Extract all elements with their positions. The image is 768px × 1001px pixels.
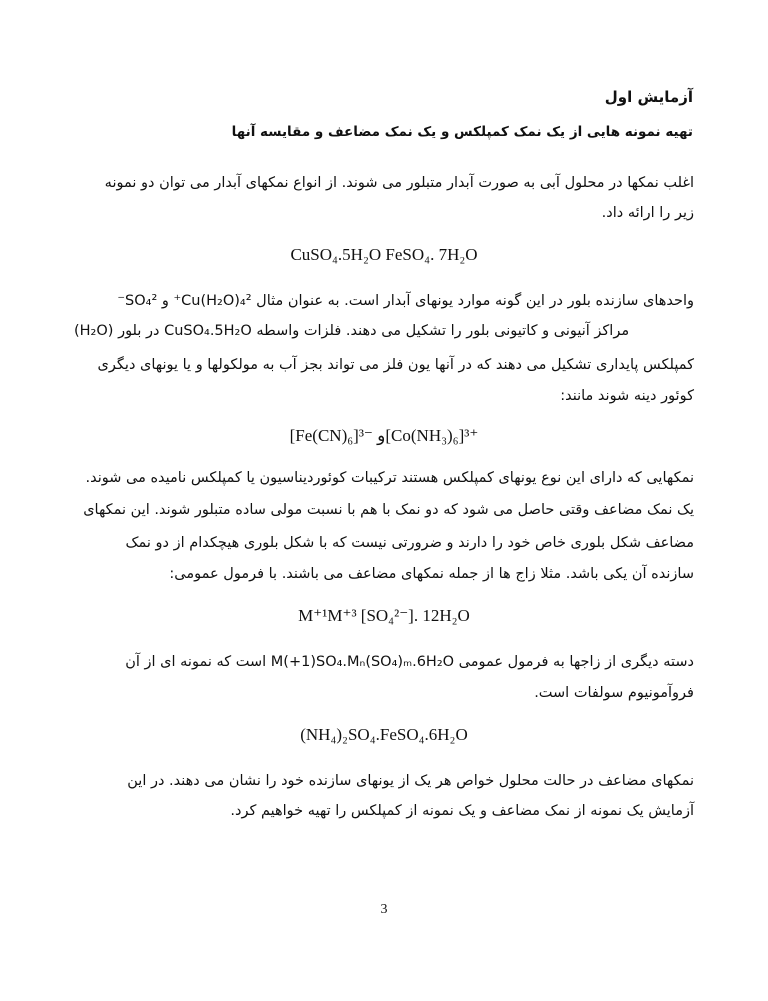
page-number: 3: [380, 902, 388, 917]
paragraph-line: کمپلکس پایداری تشکیل می دهند که در آنها یون فلز می تواند بجز آب به مولکولها و یا یونهای دیگری: [97, 357, 694, 373]
paragraph-line: آزمایش یک نمونه از نمک مضاعف و یک نمونه از کمپلکس را تهیه خواهیم کرد.: [230, 803, 694, 819]
paragraph-line: فروآمونیوم سولفات است.: [534, 685, 694, 701]
paragraph-line: دسته دیگری از زاجها به فرمول عمومی M(+1)SO₄.Mₙ(SO₄)ₘ.6H₂O است که نمونه ای از آن: [125, 654, 694, 670]
paragraph-line: (H₂O) در بلور CuSO₄.5H₂O مراکز آنیونی و کاتیونی بلور را تشکیل می دهند. فلزات واسطه: [74, 323, 630, 339]
paragraph-line: نمکهایی که دارای این نوع یونهای کمپلکس هستند ترکیبات کوئوردیناسیون یا کمپلکس نامیده می شوند.: [85, 470, 694, 486]
formula-hydrated-salts: CuSO₄.5H₂O FeSO₄. 7H₂O: [290, 245, 478, 264]
formula-alum: M⁺¹M⁺³ [SO₄²⁻]. 12H₂O: [298, 606, 470, 625]
paragraph-line: اغلب نمکها در محلول آبی به صورت آبدار متبلور می شوند. از انواع نمکهای آبدار می توان دو نمونه: [104, 175, 694, 191]
page-heading: آزمایش اول: [604, 88, 693, 106]
paragraph-line: کوئور دینه شوند مانند:: [560, 388, 694, 404]
page-subheading: تهیه نمونه هایی از یک نمک کمپلکس و یک نمک مضاعف و مقایسه آنها: [231, 124, 693, 140]
paragraph-line: واحدهای سازنده بلور در این گونه موارد یونهای آبدار است. به عنوان مثال Cu(H₂O)₄²⁺ و SO₄²⁻: [117, 293, 694, 309]
paragraph-line: یک نمک مضاعف وقتی حاصل می شود که دو نمک با هم با نسبت مولی ساده متبلور شوند. این نمکهای: [83, 502, 694, 518]
paragraph-line: سازنده آن یکی باشد. مثلا زاج ها از جمله نمکهای مضاعف می باشند. با فرمول عمومی:: [169, 566, 694, 582]
paragraph-line: مضاعف شکل بلوری خاص خود را دارند و ضرورتی نیست که با شکل بلوری هیچکدام از دو نمک: [125, 535, 694, 551]
formula-ferrous-ammonium-sulfate: (NH₄)₂SO₄.FeSO₄.6H₂O: [300, 725, 468, 744]
paragraph-line: نمکهای مضاعف در حالت محلول خواص هر یک از یونهای سازنده خود را نشان می دهند. در این: [127, 773, 694, 789]
paragraph-line: زیر را ارائه داد.: [601, 205, 694, 221]
formula-complex-ions: [Fe(CN)₆]³⁻ و[Co(NH₃)₆]³⁺: [289, 426, 479, 445]
